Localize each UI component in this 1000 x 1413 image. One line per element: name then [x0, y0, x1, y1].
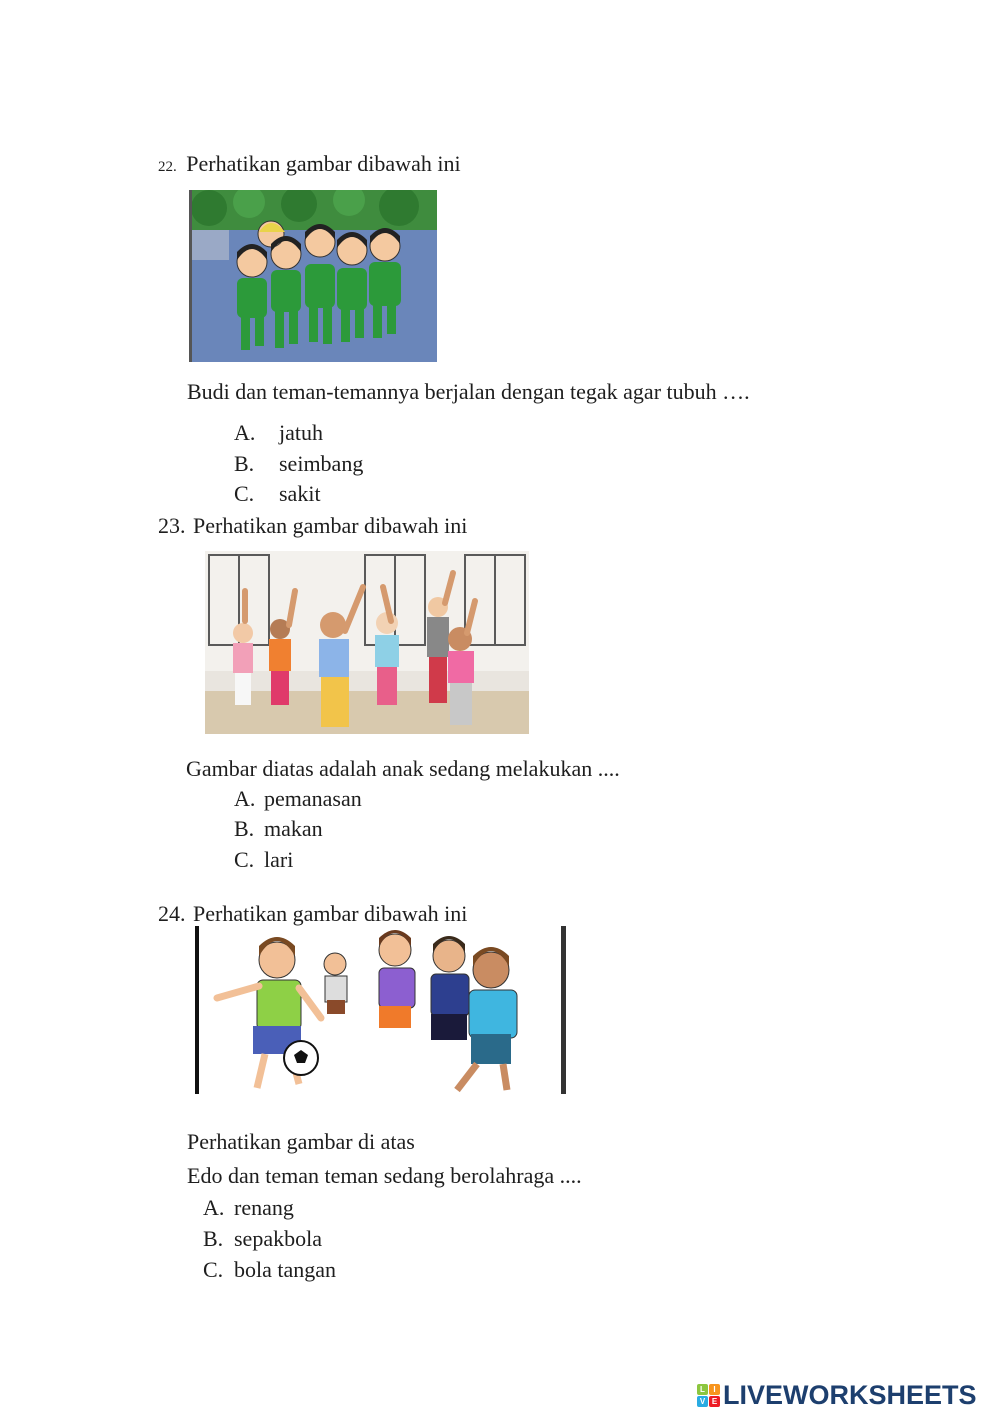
question-22-number: 22.	[158, 159, 177, 175]
option-text: sakit	[279, 481, 321, 506]
walking-children-image	[189, 190, 437, 362]
stretching-children-image	[205, 551, 529, 734]
option-text: lari	[264, 847, 294, 872]
football-children-illustration	[195, 926, 569, 1094]
question-24-option-c[interactable]	[203, 1257, 336, 1283]
option-letter: C.	[203, 1257, 224, 1282]
question-23-header	[158, 513, 467, 539]
question-23-number: 23.	[158, 513, 186, 538]
question-23-option-c[interactable]	[234, 847, 293, 873]
question-24-prompt: Perhatikan gambar dibawah ini	[193, 901, 468, 926]
question-24-option-a[interactable]	[203, 1195, 294, 1221]
question-24-intro: Perhatikan gambar di atas	[187, 1129, 415, 1154]
option-letter: A.	[234, 420, 256, 445]
question-23-option-a[interactable]	[234, 786, 362, 812]
option-text: jatuh	[279, 420, 323, 445]
option-letter: B.	[234, 451, 255, 476]
option-text: pemanasan	[264, 786, 362, 811]
option-text: bola tangan	[234, 1257, 337, 1282]
question-24-option-b[interactable]	[203, 1226, 322, 1252]
question-23-text: Gambar diatas adalah anak sedang melakukan ....	[186, 756, 620, 781]
question-22-option-c[interactable]	[234, 481, 321, 507]
stretching-children-photo	[205, 551, 529, 734]
walking-children-illustration	[189, 190, 437, 362]
question-24-header	[158, 901, 467, 927]
option-letter: B.	[203, 1226, 224, 1251]
question-22-header	[158, 151, 461, 180]
question-23-prompt: Perhatikan gambar dibawah ini	[193, 513, 468, 538]
option-letter: B.	[234, 816, 255, 841]
question-24-number: 24.	[158, 901, 186, 926]
option-text: seimbang	[279, 451, 364, 476]
question-22-text: Budi dan teman-temannya berjalan dengan tegak agar tubuh ….	[187, 379, 750, 404]
question-22-prompt: Perhatikan gambar dibawah ini	[186, 151, 461, 176]
option-text: makan	[264, 816, 323, 841]
liveworksheets-logo	[697, 1378, 977, 1412]
liveworksheets-logo-text: LIVEWORKSHEETS	[723, 1379, 977, 1410]
option-letter: A.	[234, 786, 256, 811]
option-letter: C.	[234, 847, 255, 872]
football-children-image	[195, 926, 569, 1094]
option-letter: C.	[234, 481, 255, 506]
liveworksheets-logo-icon: L I V E	[697, 1384, 720, 1407]
option-text: sepakbola	[234, 1226, 322, 1251]
option-text: renang	[234, 1195, 294, 1220]
option-letter: A.	[203, 1195, 225, 1220]
question-24-text: Edo dan teman teman sedang berolahraga ....	[187, 1163, 582, 1188]
question-22-option-a[interactable]	[234, 420, 323, 446]
question-23-option-b[interactable]	[234, 816, 323, 842]
question-22-option-b[interactable]	[234, 451, 363, 477]
